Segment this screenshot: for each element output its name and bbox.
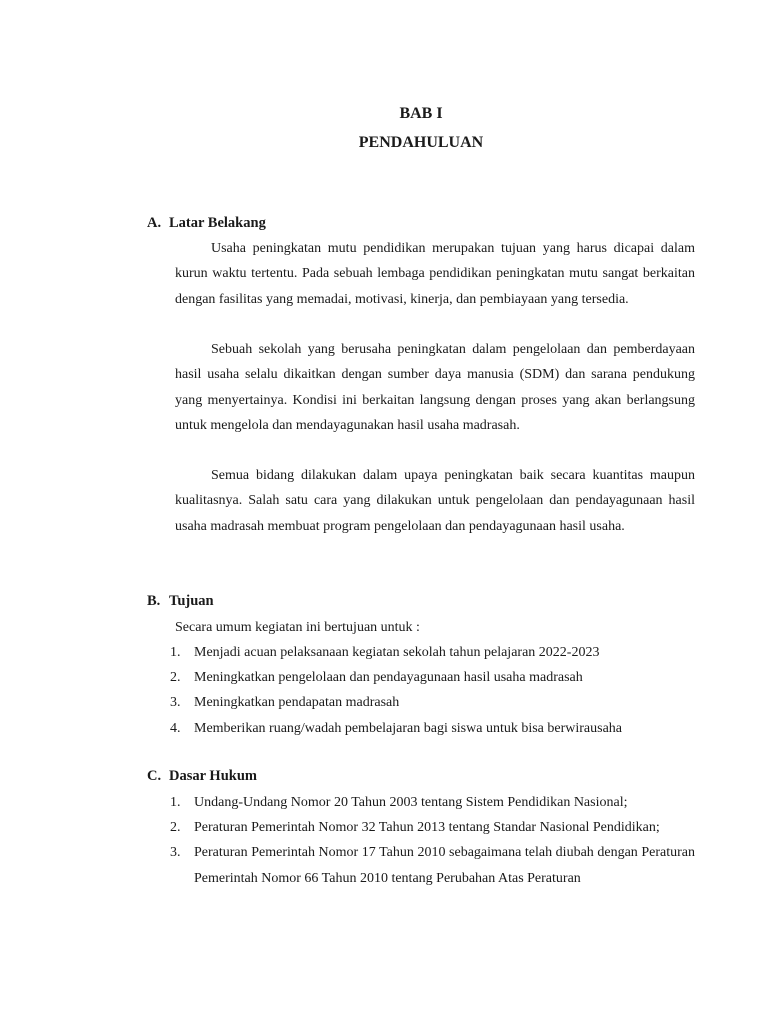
list-item	[170, 716, 695, 741]
list-item	[170, 690, 695, 715]
tujuan-list	[170, 640, 695, 741]
chapter-title: PENDAHULUAN	[358, 134, 484, 151]
list-item-text: Meningkatkan pendapatan madrasah	[194, 695, 400, 711]
list-item-number: 3.	[170, 845, 181, 861]
list-item-text: Peraturan Pemerintah Nomor 17 Tahun 2010 sebagaimana telah diubah dengan Peraturan Pemerintah Nomor 66 Tahun 2010 tentang Perubahan Atas Peraturan	[194, 845, 695, 886]
list-item-text: Peraturan Pemerintah Nomor 32 Tahun 2013 tentang Standar Nasional Pendidikan;	[194, 820, 660, 836]
section-c-title: Dasar Hukum	[169, 768, 257, 784]
section-b-letter: B.	[147, 593, 161, 609]
list-item	[170, 840, 695, 890]
list-item-number: 1.	[170, 645, 181, 660]
list-item	[170, 815, 695, 840]
chapter-number: BAB I	[399, 105, 443, 122]
section-a-paragraph-1: Usaha peningkatan mutu pendidikan merupakan tujuan yang harus dicapai dalam kurun waktu tertentu. Pada sebuah lembaga pendidikan peningkatan mutu sangat berkaitan dengan fasilitas yang memadai, motivasi, kinerja, dan pembiayaan yang tersedia.	[175, 241, 695, 307]
section-b-intro: Secara umum kegiatan ini bertujuan untuk :	[175, 620, 420, 635]
list-item	[170, 640, 695, 665]
section-a-letter: A.	[147, 215, 162, 231]
list-item-text: Memberikan ruang/wadah pembelajaran bagi siswa untuk bisa berwirausaha	[194, 720, 623, 736]
section-a-heading	[147, 215, 266, 232]
dasar-hukum-list	[170, 790, 695, 891]
list-item	[170, 790, 695, 815]
section-b-heading	[147, 593, 214, 610]
list-item-number: 3.	[170, 695, 181, 711]
list-item-number: 4.	[170, 720, 181, 736]
list-item-text: Undang-Undang Nomor 20 Tahun 2003 tentang Sistem Pendidikan Nasional;	[194, 795, 628, 810]
list-item-text: Menjadi acuan pelaksanaan kegiatan sekolah tahun pelajaran 2022-2023	[194, 645, 600, 660]
list-item-number: 2.	[170, 670, 181, 686]
list-item	[170, 665, 695, 690]
list-item-number: 2.	[170, 820, 181, 836]
list-item-text: Meningkatkan pengelolaan dan pendayagunaan hasil usaha madrasah	[194, 670, 583, 686]
section-a-title: Latar Belakang	[169, 215, 266, 231]
section-c-heading	[147, 768, 257, 785]
section-b-title: Tujuan	[169, 593, 214, 609]
section-a-paragraph-3: Semua bidang dilakukan dalam upaya peningkatan baik secara kuantitas maupun kualitasnya. Salah satu cara yang dilakukan untuk pengelolaan dan pendayagunaan hasil usaha madrasah membuat program pengelolaan dan pendayagunaan hasil usaha.	[175, 468, 695, 534]
section-a-paragraph-2: Sebuah sekolah yang berusaha peningkatan dalam pengelolaan dan pemberdayaan hasil usaha selalu dikaitkan dengan sumber daya manusia (SDM) dan sarana pendukung yang menyertainya. Kondisi ini berkaitan langsung dengan proses yang akan berlangsung untuk mengelola dan mendayagunakan hasil usaha madrasah.	[175, 342, 695, 433]
list-item-number: 1.	[170, 795, 181, 810]
section-c-letter: C.	[147, 768, 162, 784]
